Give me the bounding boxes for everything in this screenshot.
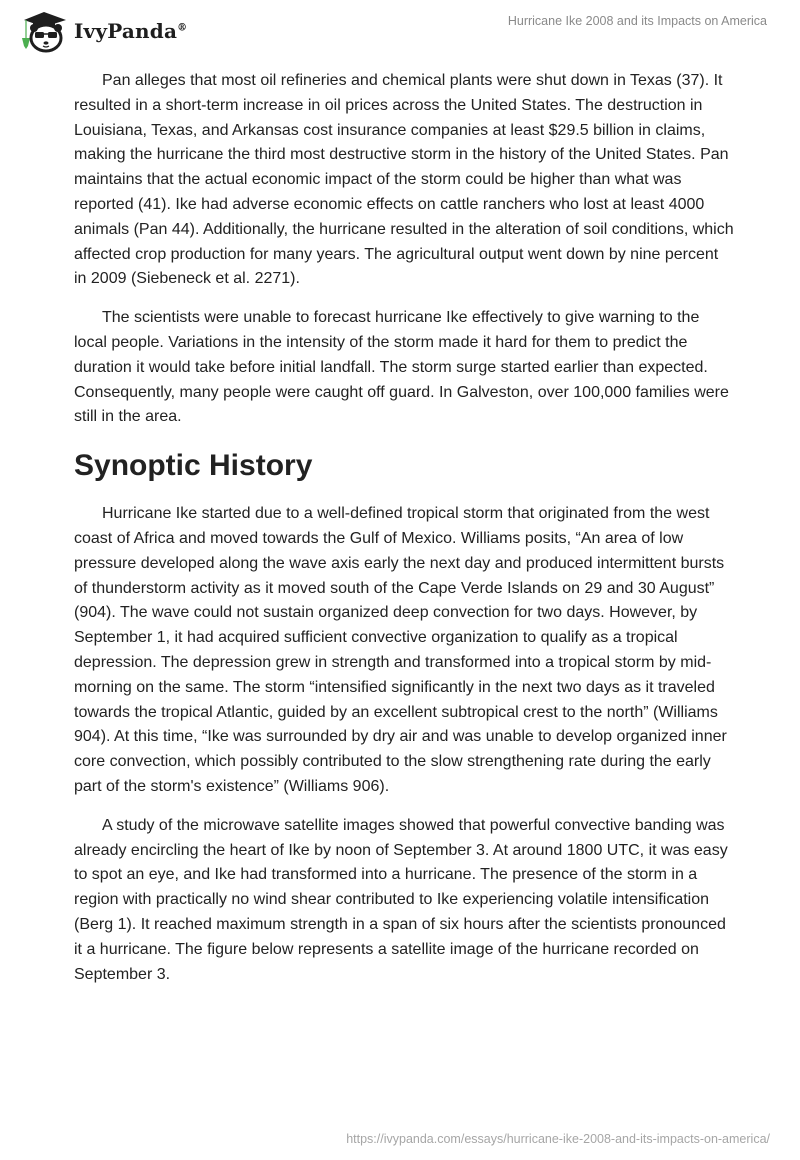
- paragraph: A study of the microwave satellite images showed that powerful convective banding was already encircling the heart of Ike by noon of September 3. At around 1800 UTC, it was easy to spot an eye, and Ike had transformed into a hurricane. The presence of the storm in a region with practically no wind shear contributed to Ike experiencing volatile intensification (Berg 1). It reached maximum strength in a span of six hours after the scientists pronounced it a hurricane. The figure below represents a satellite image of the hurricane recorded on September 3.: [74, 816, 728, 983]
- essay-body: [74, 69, 734, 1001]
- paragraph: Pan alleges that most oil refineries and chemical plants were shut down in Texas (37). It resulted in a short-term increase in oil prices across the United States. The destruction in Louisiana, Texas, and Arkansas cost insurance companies at least $29.5 billion in claims, making the hurricane the third most destructive storm in the history of the United States. Pan maintains that the actual economic impact of the storm could be higher than what was reported (41). Ike had adverse economic effects on cattle ranchers who lost at least 4000 animals (Pan 44). Additionally, the hurricane resulted in the alteration of soil conditions, which affected crop production for many years. The agricultural output went down by nine percent in 2009 (Siebeneck et al. 2271).: [74, 72, 734, 288]
- source-url[interactable]: https://ivypanda.com/essays/hurricane-ike-2008-and-its-impacts-on-america/: [346, 1132, 770, 1146]
- section-heading: Synoptic History: [74, 449, 313, 483]
- page-header: [0, 0, 800, 60]
- paragraph: The scientists were unable to forecast hurricane Ike effectively to give warning to the local people. Variations in the intensity of the storm made it hard for them to predict the duration it would take before initial landfall. The storm surge started earlier than expected. Consequently, many people were caught off guard. In Galveston, over 100,000 families were still in the area.: [74, 309, 729, 426]
- paragraph: Hurricane Ike started due to a well-defined tropical storm that originated from the west coast of Africa and moved towards the Gulf of Mexico. Williams posits, “An area of low pressure developed along the wave axis early the next day and produced intermittent bursts of thunderstorm activity as it moved south of the Cape Verde Islands on 29 and 30 August” (904). The wave could not sustain organized deep convection for two days. However, by September 1, it had acquired sufficient convective organization to qualify as a tropical depression. The depression grew in strength and transformed into a tropical storm by mid-morning on the same. The storm “intensified significantly in the next two days as it traveled towards the tropical Atlantic, guided by an excellent subtropical crest to the north” (Williams 904). At this time, “Ike was surrounded by dry air and was unable to develop organized inner core convection, which possibly contributed to the slow strengthening rate during the early part of the storm's existence” (Williams 906).: [74, 505, 727, 795]
- panda-graduate-icon: [16, 8, 72, 54]
- ivypanda-logo[interactable]: [16, 8, 187, 54]
- brand-name: IvyPanda®: [74, 19, 188, 43]
- document-title: Hurricane Ike 2008 and its Impacts on America: [507, 14, 767, 28]
